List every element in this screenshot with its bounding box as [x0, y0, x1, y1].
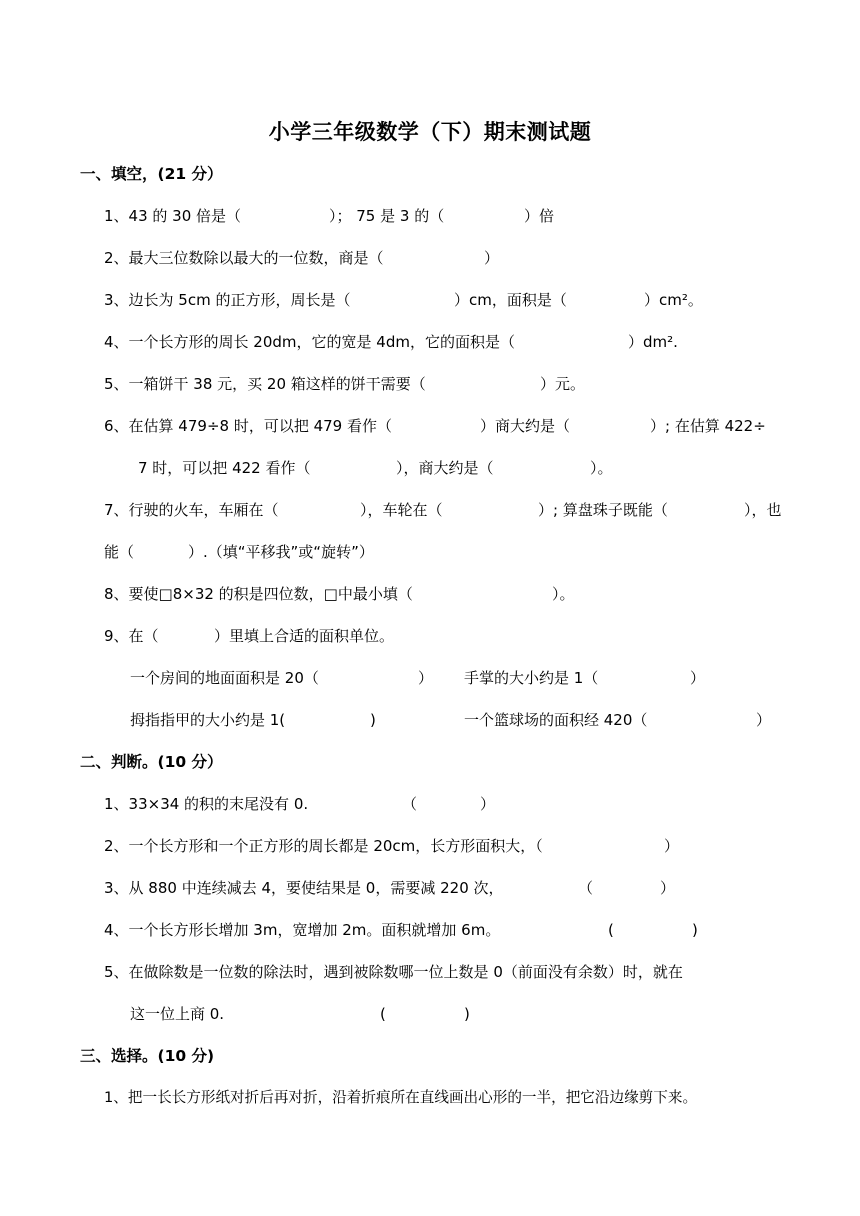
q-text: ） — [690, 669, 706, 687]
q-text: （ — [578, 879, 594, 897]
q-text: ），车轮在（ — [360, 501, 443, 519]
q-text: 拇指指甲的大小约是 1( — [130, 711, 286, 729]
q-text: 手掌的大小约是 1（ — [464, 669, 599, 687]
q-text: 7 时，可以把 422 看作（ — [138, 459, 311, 477]
q-text: 3、边长为 5cm 的正方形，周长是（ — [104, 291, 351, 309]
q-text: 这一位上商 0. — [130, 1005, 225, 1023]
q-text: ) — [692, 921, 698, 939]
q-text: ），也 — [744, 501, 782, 519]
page-title: 小学三年级数学（下）期末测试题 — [268, 120, 592, 144]
q-text: 5、一箱饼干 38 元，买 20 箱这样的饼干需要（ — [104, 375, 426, 393]
q-text: ）; 在估算 422÷ — [650, 417, 766, 435]
q-text: ）。 — [552, 585, 575, 603]
q-text: ）倍 — [524, 207, 555, 225]
q-text: ）。 — [590, 459, 613, 477]
q-text: ) — [464, 1005, 470, 1023]
q-text: 8、要使□8×32 的积是四位数，□中最小填（ — [104, 585, 413, 603]
section-heading-fill: 一、填空，(21 分） — [80, 165, 223, 183]
q-text: ）cm²。 — [644, 291, 703, 309]
q-text: ）cm，面积是（ — [454, 291, 567, 309]
q-text: ） — [756, 711, 772, 729]
q-text: 1、43 的 30 倍是（ — [104, 207, 242, 225]
q-text: ）元。 — [540, 375, 586, 393]
section-heading-judge: 二、判断。(10 分） — [80, 753, 223, 771]
q-text: 4、一个长方形的周长 20dm，它的宽是 4dm，它的面积是（ — [104, 333, 515, 351]
q-text: ）dm². — [628, 333, 678, 351]
q-text: ） — [418, 669, 434, 687]
q-text: ），商大约是（ — [396, 459, 494, 477]
q-text: ） — [664, 837, 680, 855]
q-text: 1、把一长长方形纸对折后再对折，沿着折痕所在直线画出心形的一半，把它沿边缘剪下来。 — [104, 1089, 698, 1106]
q-text: 1、33×34 的积的末尾没有 0. — [104, 795, 309, 813]
q-text: 一个房间的地面面积是 20（ — [130, 669, 319, 687]
q-text: 3、从 880 中连续减去 4，要使结果是 0，需要减 220 次， — [104, 879, 504, 897]
q-text: ) — [370, 711, 376, 729]
q-text: 5、在做除数是一位数的除法时，遇到被除数哪一位上数是 0（前面没有余数）时，就在 — [104, 963, 683, 981]
q-text: 一个篮球场的面积经 420（ — [464, 711, 648, 729]
q-text: 7、行驶的火车，车厢在（ — [104, 501, 279, 519]
q-text: 4、一个长方形长增加 3m，宽增加 2m。面积就增加 6m。 — [104, 921, 501, 939]
q-text: 2、一个长方形和一个正方形的周长都是 20cm，长方形面积大，（ — [104, 837, 543, 855]
q-text: ）里填上合适的面积单位。 — [214, 627, 395, 645]
q-text: （ — [402, 795, 418, 813]
q-text: ） — [484, 249, 500, 267]
q-text: ） — [660, 879, 676, 897]
q-text: ） — [480, 795, 496, 813]
q-text: ）; 算盘珠子既能（ — [538, 501, 668, 519]
q-text: ）商大约是（ — [480, 417, 571, 435]
q-text: ）； 75 是 3 的（ — [329, 207, 445, 225]
q-text: 2、最大三位数除以最大的一位数，商是（ — [104, 249, 384, 267]
q-text: 能（ — [104, 543, 135, 561]
section-heading-choice: 三、选择。(10 分) — [80, 1047, 215, 1065]
q-text: ）.（填“平移我”或“旋转”） — [188, 543, 374, 561]
q-text: 6、在估算 479÷8 时，可以把 479 看作（ — [104, 417, 392, 435]
q-text: ( — [608, 921, 614, 939]
q-text: ( — [380, 1005, 386, 1023]
q-text: 9、在（ — [104, 627, 159, 645]
